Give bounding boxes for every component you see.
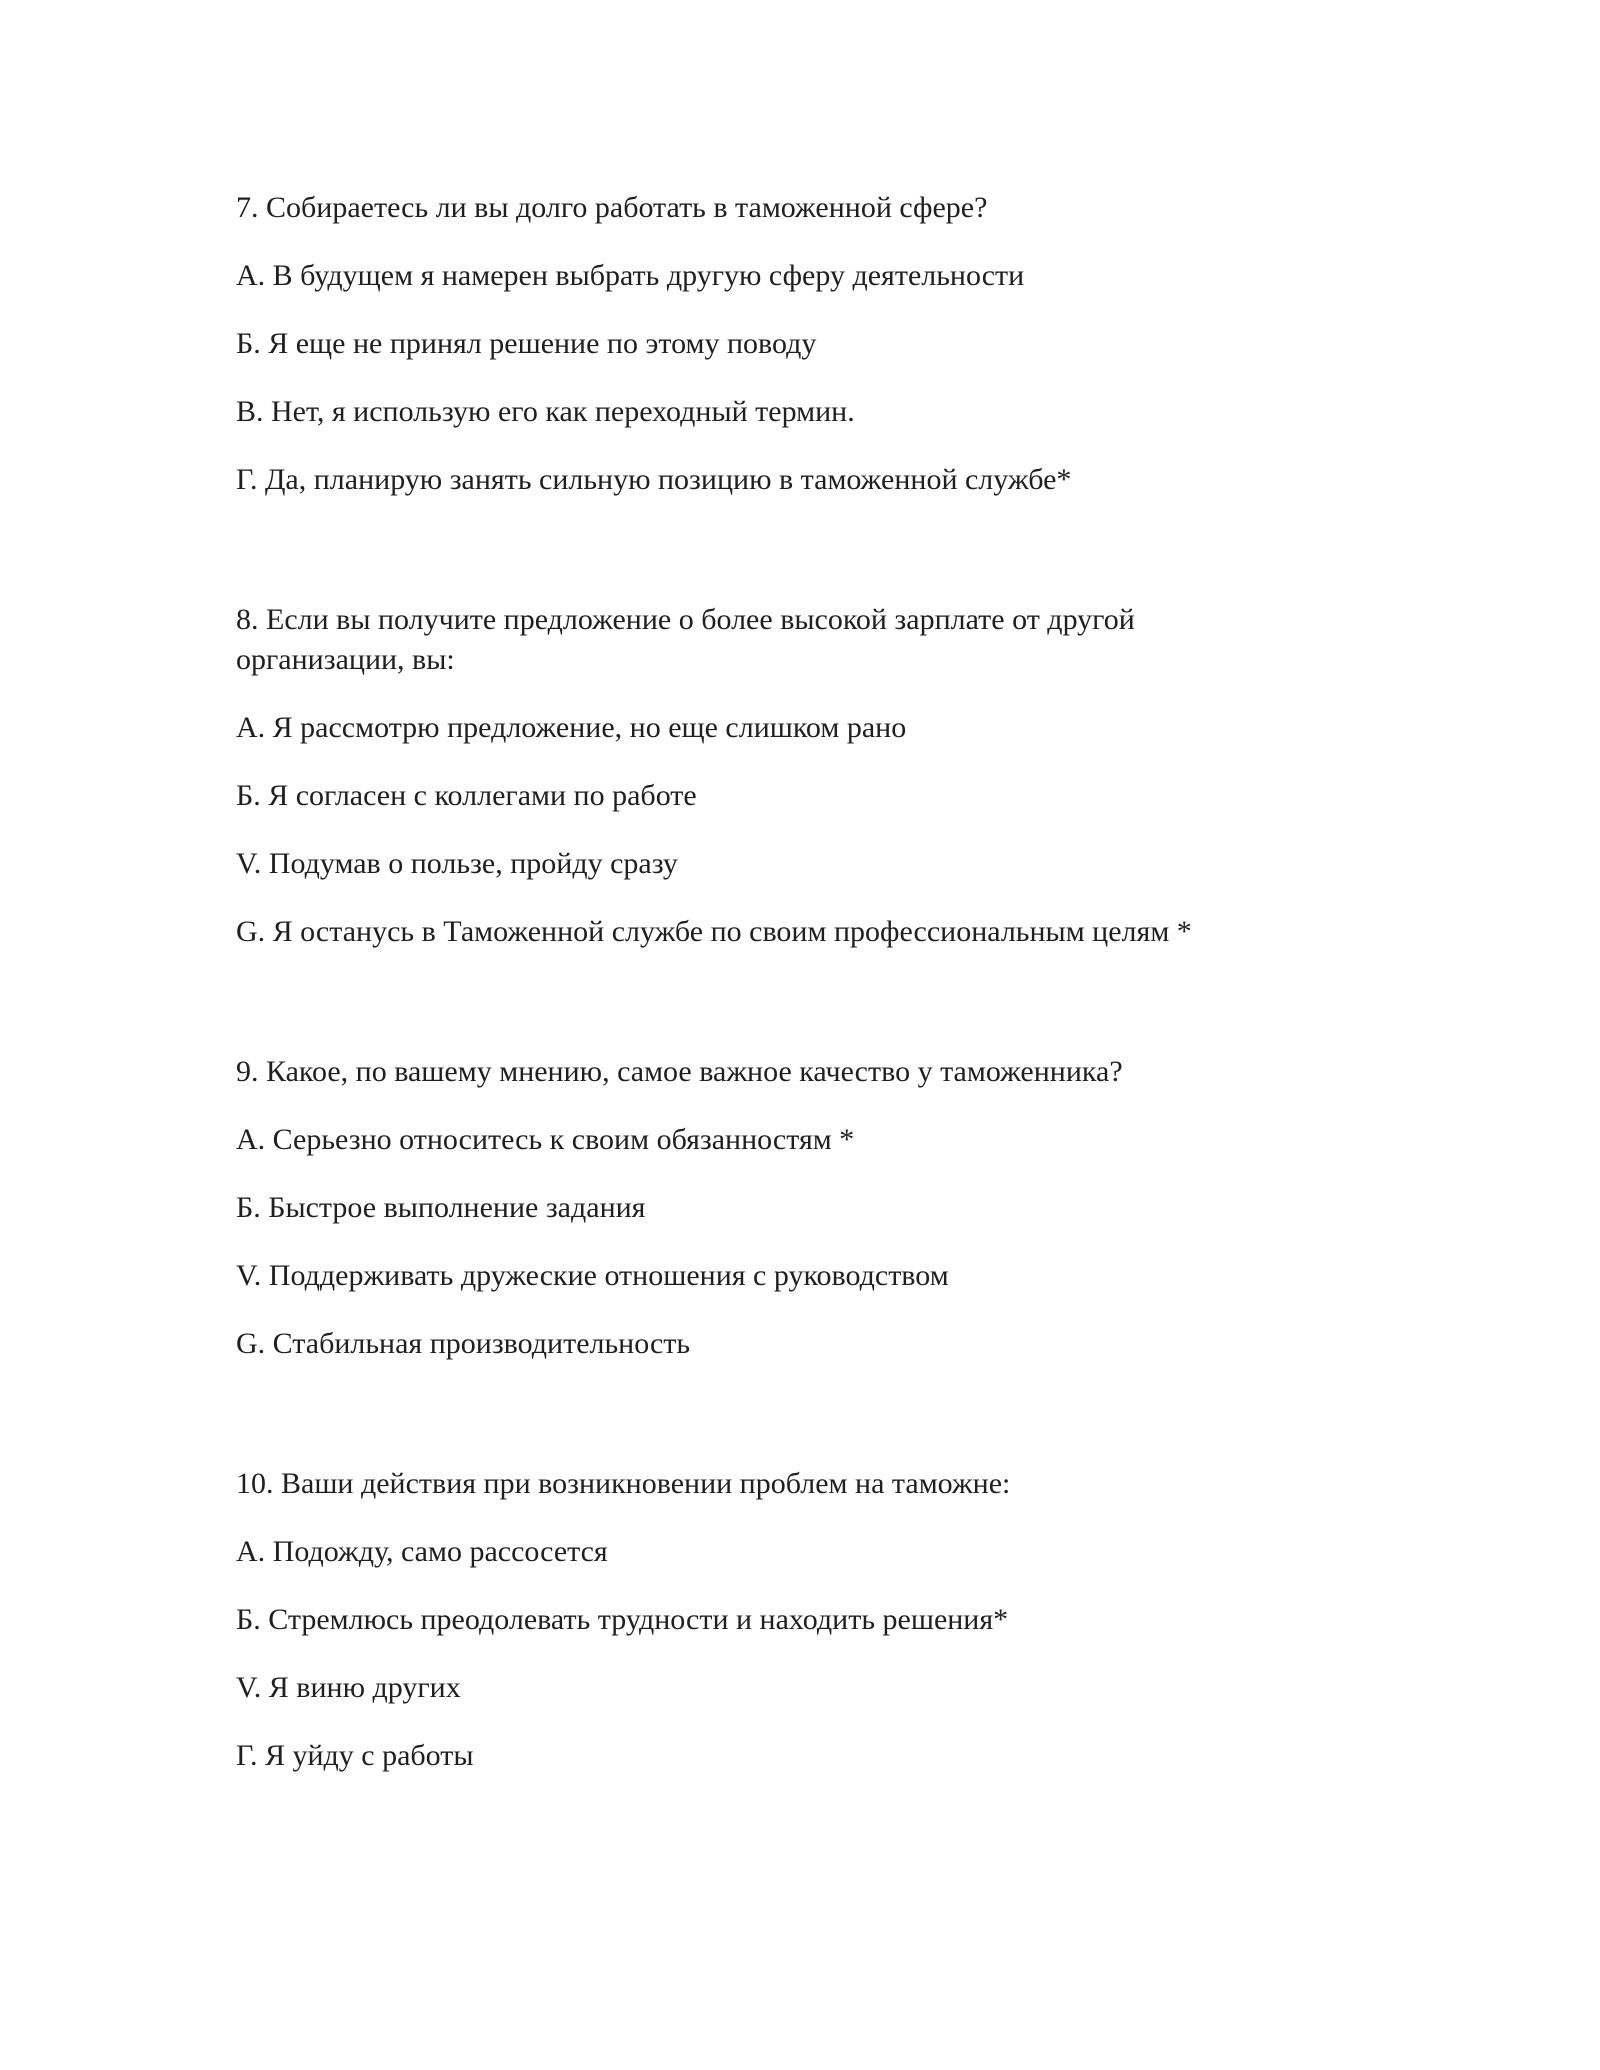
- question-9: [236, 1052, 1356, 1364]
- question-text: 10. Ваши действия при возникновении проблем на таможне:: [236, 1467, 1011, 1500]
- question-text: 9. Какое, по вашему мнению, самое важное качество у таможенника?: [236, 1055, 1123, 1088]
- answer-option: Б. Я согласен с коллегами по работе: [236, 779, 697, 812]
- answer-option: Б. Стремлюсь преодолевать трудности и находить решения*: [236, 1603, 1009, 1636]
- answer-option: Г. Да, планирую занять сильную позицию в таможенной службе*: [236, 463, 1072, 496]
- answer-option: А. Подожду, само рассосется: [236, 1535, 608, 1568]
- question-text: 8. Если вы получите предложение о более высокой зарплате от другой организации, вы:: [236, 603, 1135, 676]
- answer-option: Б. Я еще не принял решение по этому поводу: [236, 327, 817, 360]
- answer-option: V. Поддерживать дружеские отношения с руководством: [236, 1259, 949, 1292]
- answer-option: G. Я останусь в Таможенной службе по своим профессиональным целям *: [236, 915, 1192, 948]
- answer-list: [236, 256, 1356, 500]
- question-8: [236, 600, 1356, 952]
- answer-option: А. Я рассмотрю предложение, но еще слишком рано: [236, 711, 907, 744]
- answer-list: [236, 1120, 1356, 1364]
- answer-option: В. Нет, я использую его как переходный термин.: [236, 395, 855, 428]
- answer-option: V. Подумав о пользе, пройду сразу: [236, 847, 678, 880]
- questionnaire: [236, 188, 1356, 1776]
- question-10: [236, 1464, 1356, 1776]
- answer-option: V. Я виню других: [236, 1671, 461, 1704]
- answer-option: А. В будущем я намерен выбрать другую сферу деятельности: [236, 259, 1025, 292]
- answer-option: Б. Быстрое выполнение задания: [236, 1191, 646, 1224]
- question-7: [236, 188, 1356, 500]
- answer-option: G. Стабильная производительность: [236, 1327, 691, 1360]
- question-text: 7. Собираетесь ли вы долго работать в таможенной сфере?: [236, 191, 988, 224]
- answer-list: [236, 708, 1356, 952]
- answer-option: Г. Я уйду с работы: [236, 1739, 474, 1772]
- answer-option: А. Серьезно относитесь к своим обязанностям *: [236, 1123, 855, 1156]
- answer-list: [236, 1532, 1356, 1776]
